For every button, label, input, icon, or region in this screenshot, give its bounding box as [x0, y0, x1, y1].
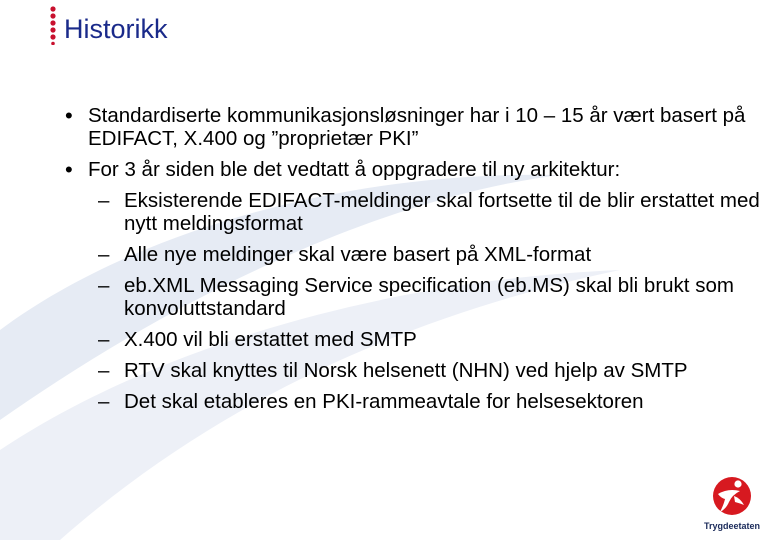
- sub-bullet-list: [62, 189, 774, 413]
- bullet-glyph: •: [65, 157, 73, 182]
- sub-bullet-item: [62, 359, 774, 382]
- logo-wordmark: Trygdeetaten: [703, 521, 761, 531]
- bullet-glyph: •: [65, 103, 73, 128]
- trygdeetaten-logo-icon: [696, 472, 768, 520]
- trygdeetaten-logo: [696, 472, 768, 536]
- sub-bullet-item: [62, 390, 774, 413]
- sub-bullet-text: Alle nye meldinger skal være basert på XML-format: [124, 243, 592, 266]
- dash-glyph: –: [98, 359, 110, 382]
- sub-bullet-item: [62, 274, 774, 320]
- dash-glyph: –: [98, 189, 110, 212]
- sub-bullet-item: [62, 243, 774, 266]
- dash-glyph: –: [98, 328, 110, 351]
- bullet-item: [62, 158, 774, 181]
- bullet-text: For 3 år siden ble det vedtatt å oppgradere til ny arkitektur:: [88, 158, 621, 181]
- sub-bullet-text: Det skal etableres en PKI-rammeavtale for helsesektoren: [124, 390, 644, 413]
- bullet-text: Standardiserte kommunikasjonsløsninger har i 10 – 15 år vært basert på EDIFACT, X.400 og ”proprietær PKI”: [88, 104, 746, 150]
- bullet-list: [62, 104, 774, 181]
- sub-bullet-text: Eksisterende EDIFACT-meldinger skal fortsette til de blir erstattet med nytt meldingsformat: [124, 189, 760, 235]
- title-dots-decoration: [49, 5, 57, 45]
- dash-glyph: –: [98, 243, 110, 266]
- dash-glyph: –: [98, 390, 110, 413]
- sub-bullet-item: [62, 328, 774, 351]
- slide-title: Historikk: [64, 14, 168, 44]
- dash-glyph: –: [98, 274, 110, 297]
- bullet-item: [62, 104, 774, 150]
- sub-bullet-text: eb.XML Messaging Service specification (eb.MS) skal bli brukt som konvoluttstandard: [124, 274, 734, 320]
- sub-bullet-text: RTV skal knyttes til Norsk helsenett (NHN) ved hjelp av SMTP: [124, 359, 688, 382]
- sub-bullet-text: X.400 vil bli erstattet med SMTP: [124, 328, 417, 351]
- slide-content: [62, 104, 774, 413]
- sub-bullet-item: [62, 189, 774, 235]
